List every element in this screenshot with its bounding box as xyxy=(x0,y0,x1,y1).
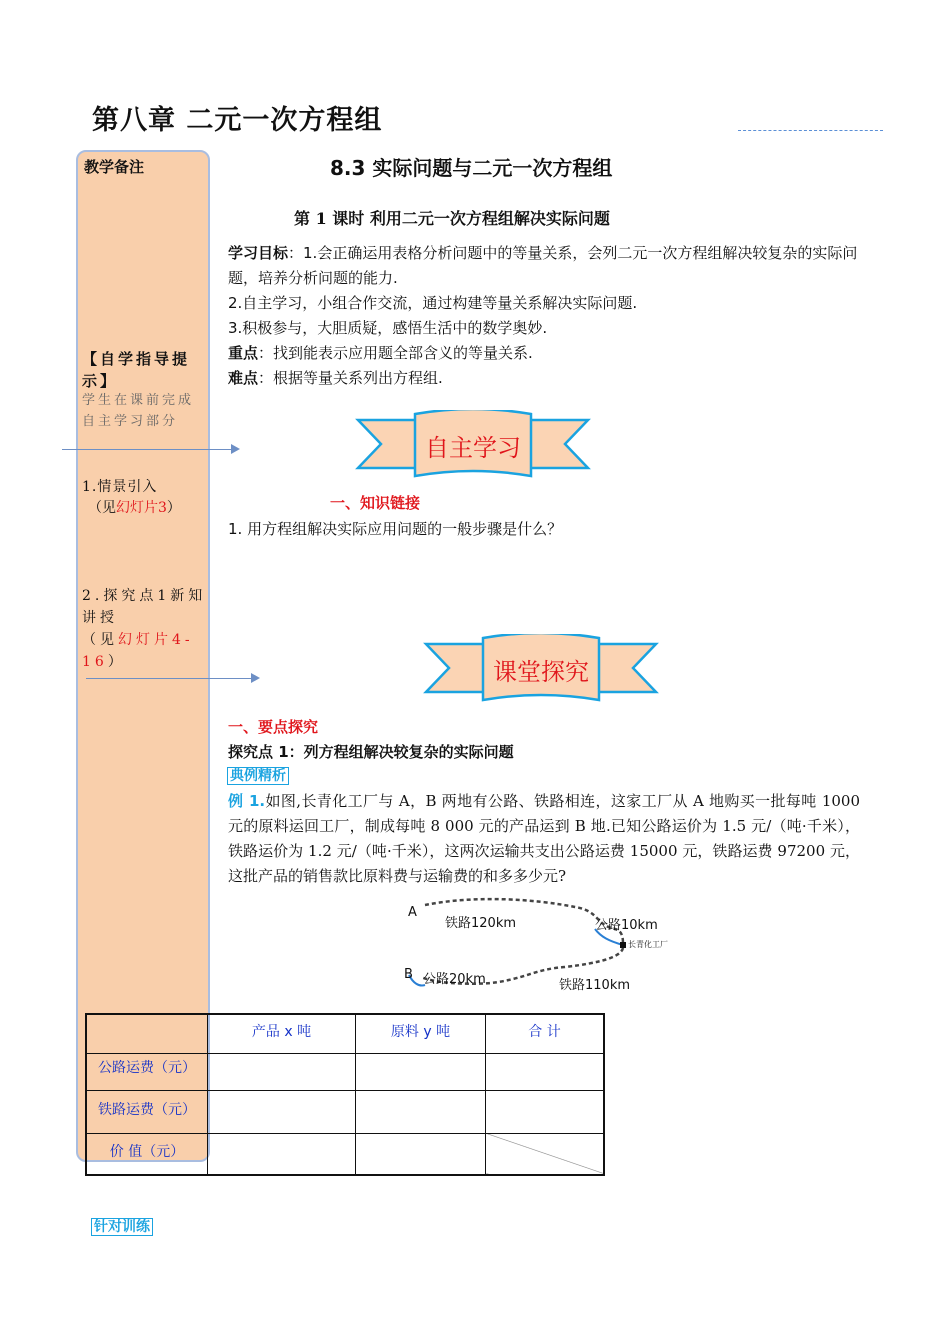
map-rail-bottom: 铁路110km xyxy=(559,978,631,993)
table-header-cell: 原料 y 吨 xyxy=(356,1014,486,1053)
table-cell[interactable] xyxy=(486,1090,605,1133)
ref-suffix: ） xyxy=(107,654,126,670)
difficulty-text: ：根据等量关系列出方程组. xyxy=(258,369,443,387)
map-road-bottom: 公路20km xyxy=(423,972,486,987)
sidebar-step-2 xyxy=(82,585,208,673)
explore-point-title: 探究点 1：列方程组解决较复杂的实际问题 xyxy=(228,743,514,761)
row-header-cell: 公路运费（元） xyxy=(86,1053,208,1090)
example-tag: 典例精析 xyxy=(227,767,289,785)
map-point-b: B xyxy=(404,967,413,982)
step-1-ref xyxy=(82,498,208,519)
arrow-right-icon xyxy=(62,449,238,450)
ref-prefix: （见 xyxy=(82,632,118,648)
section-title: 8.3 实际问题与二元一次方程组 xyxy=(330,156,613,180)
map-point-a: A xyxy=(408,905,417,920)
banner-self-study-text: 自主学习 xyxy=(425,434,521,462)
objective-2: 2.自主学习，小组合作交流，通过构建等量关系解决实际问题. xyxy=(228,294,638,312)
map-factory: 长青化工厂 xyxy=(628,940,668,949)
table-row xyxy=(86,1053,604,1090)
objective-1-text: ：1.会正确运用表格分析问题中的等量关系，会列二元一次方程组解决较复杂的实际问题，培养分析问题的能力. xyxy=(228,244,858,287)
step-2-label: 2.探究点1新知讲授 xyxy=(82,588,207,626)
slide-ref: 幻灯片3 xyxy=(116,500,167,516)
map-road-top: 公路10km xyxy=(595,918,658,933)
slide-ref: 幻灯片4-16 xyxy=(82,632,194,670)
lesson-title: 第 1 课时 利用二元一次方程组解决实际问题 xyxy=(294,209,610,228)
table-row xyxy=(86,1090,604,1133)
difficulty-label: 难点 xyxy=(228,369,259,387)
example-1 xyxy=(228,789,860,889)
ref-prefix: （见 xyxy=(88,500,116,516)
learning-objectives xyxy=(228,241,860,391)
objectives-label: 学习目标 xyxy=(228,244,289,262)
key-point-label: 重点 xyxy=(228,344,259,362)
difficulty xyxy=(228,366,860,391)
example-text: 如图,长青化工厂与 A，B 两地有公路、铁路相连，这家工厂从 A 地购买一批每吨 1000 元的原料运回工厂，制成每吨 8 000 元的产品运到 B 地.已知公路运价为 1.5 元/（吨·千米），铁路运价为 1.2 元/（吨·千米），这两次运输共支出公路运费 15000 元，铁路运费 97200 元，这批产品的销售款比原料费与运输费的和多多少元? xyxy=(228,792,861,885)
arrow-right-icon xyxy=(86,678,258,679)
step-1-label: 1.情景引入 xyxy=(82,479,158,495)
training-tag: 针对训练 xyxy=(91,1218,153,1236)
sidebar-guide-sub: 学生在课前完成自主学习部分 xyxy=(82,393,195,429)
ref-suffix: ） xyxy=(166,500,181,516)
table-header-cell xyxy=(86,1014,208,1053)
knowledge-heading: 一、知识链接 xyxy=(330,494,421,512)
sidebar-title: 教学备注 xyxy=(84,158,145,176)
table-header-cell: 产品 x 吨 xyxy=(208,1014,356,1053)
objective-3: 3.积极参与，大胆质疑，感悟生活中的数学奥妙. xyxy=(228,319,548,337)
explore-heading: 一、要点探究 xyxy=(228,718,319,736)
table-cell[interactable] xyxy=(356,1133,486,1175)
objective-1 xyxy=(228,241,860,291)
key-point-text: ：找到能表示应用题全部含义的等量关系. xyxy=(258,344,533,362)
sidebar-step-1 xyxy=(82,477,208,519)
row-header-cell: 铁路运费（元） xyxy=(86,1090,208,1133)
table-header-cell: 合 计 xyxy=(486,1014,605,1053)
table-cell[interactable] xyxy=(208,1053,356,1090)
map-rail-top: 铁路120km xyxy=(445,916,517,931)
banner-class-explore-text: 课堂探究 xyxy=(493,658,589,686)
table-cell[interactable] xyxy=(356,1053,486,1090)
question-1: 1. 用方程组解决实际应用问题的一般步骤是什么？ xyxy=(228,520,563,538)
table-cell[interactable] xyxy=(208,1090,356,1133)
banner-class-explore xyxy=(423,634,659,704)
table-cell[interactable] xyxy=(208,1133,356,1175)
analysis-table xyxy=(85,1013,605,1176)
row-header-cell: 价 值（元） xyxy=(86,1133,208,1175)
step-2-ref xyxy=(82,629,208,673)
route-map xyxy=(395,895,685,1000)
table-cell[interactable] xyxy=(486,1053,605,1090)
table-cell[interactable] xyxy=(356,1090,486,1133)
example-label: 例 1. xyxy=(228,792,266,810)
table-row xyxy=(86,1133,604,1175)
sidebar-guide-title: 【自学指导提示】 xyxy=(82,350,191,390)
banner-self-study xyxy=(355,410,591,480)
key-point xyxy=(228,341,860,366)
header-divider xyxy=(738,130,883,131)
table-cell-diagonal xyxy=(486,1133,605,1175)
table-header-row xyxy=(86,1014,604,1053)
chapter-title: 第八章 二元一次方程组 xyxy=(92,105,383,136)
